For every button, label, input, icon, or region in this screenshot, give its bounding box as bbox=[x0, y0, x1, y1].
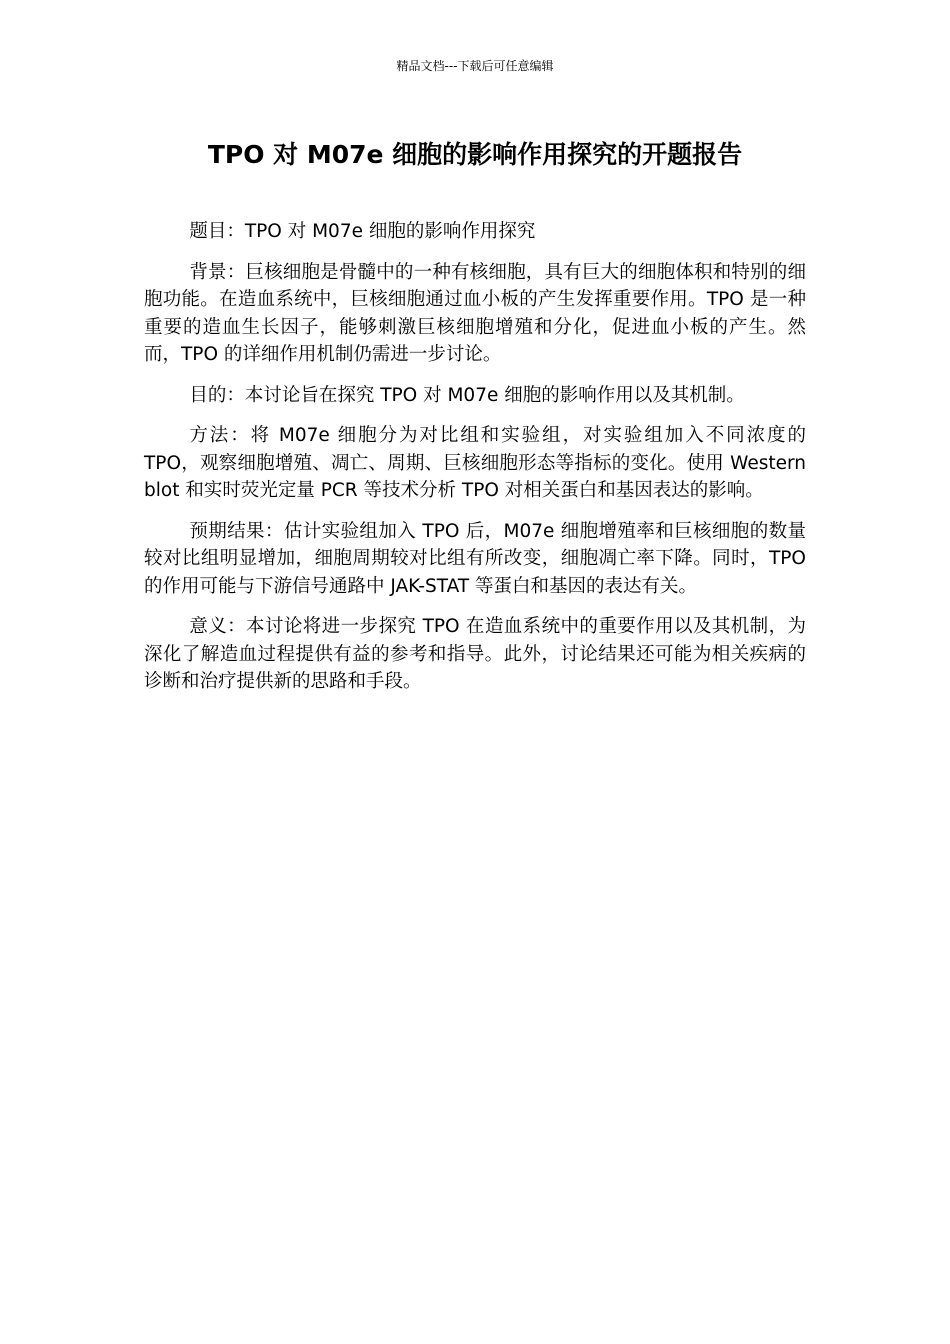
paragraph-topic: 题目：TPO 对 M07e 细胞的影响作用探究 bbox=[189, 221, 536, 242]
paragraph-method: 方法：将 M07e 细胞分为对比组和实验组，对实验组加入不同浓度的 TPO，观察细胞增殖、凋亡、周期、巨核细胞形态等指标的变化。使用 Western blot 和实时荧光定量 PCR 等技术分析 TPO 对相关蛋白和基因表达的影响。 bbox=[144, 425, 806, 501]
paragraph-background: 背景：巨核细胞是骨髓中的一种有核细胞，具有巨大的细胞体积和特别的细胞功能。在造血系统中，巨核细胞通过血小板的产生发挥重要作用。TPO 是一种重要的造血生长因子，能够刺激巨核细胞增殖和分化，促进血小板的产生。然而，TPO 的详细作用机制仍需进一步讨论。 bbox=[144, 261, 806, 365]
document-title: TPO 对 M07e 细胞的影响作用探究的开题报告 bbox=[207, 140, 743, 169]
document-body bbox=[144, 218, 806, 709]
paragraph-significance: 意义：本讨论将进一步探究 TPO 在造血系统中的重要作用以及其机制，为深化了解造血过程提供有益的参考和指导。此外，讨论结果还可能为相关疾病的诊断和治疗提供新的思路和手段。 bbox=[144, 616, 806, 692]
paragraph-purpose: 目的：本讨论旨在探究 TPO 对 M07e 细胞的影响作用以及其机制。 bbox=[189, 384, 745, 406]
paragraph-expected-results: 预期结果：估计实验组加入 TPO 后，M07e 细胞增殖率和巨核细胞的数量较对比组明显增加，细胞周期较对比组有所改变，细胞凋亡率下降。同时，TPO 的作用可能与下游信号通路中 JAK-STAT 等蛋白和基因的表达有关。 bbox=[144, 520, 806, 597]
page-header-note: 精品文档---下载后可任意编辑 bbox=[396, 59, 554, 73]
